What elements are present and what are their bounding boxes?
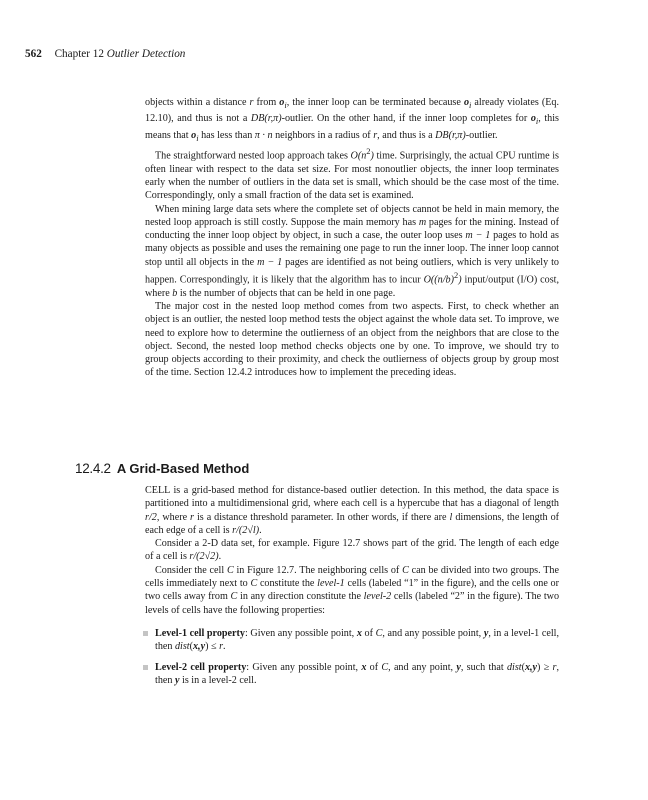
list-item: Level-2 cell property: Given any possible point, x of C, and any point, y, such that dist(x,y) ≥ r, then y is in a level-2 cell. (145, 661, 559, 688)
section-number: 12.4.2 (75, 461, 111, 476)
text-block-grid-method (145, 484, 559, 694)
paragraph-4: The major cost in the nested loop method comes from two aspects. First, to check whether an object is an outlier, the nested loop method tests the object against the whole data set. To improve, we need to explore how to determine the outlierness of an object from the neighbors that are close to the object. Second, the nested loop method checks objects one by one. To improve, we should try to group objects according to their proximity, and check the outlierness of objects group by group most of the time. Section 12.4.2 introduces how to implement the preceding ideas. (145, 301, 559, 379)
running-header (25, 48, 185, 60)
paragraph-7: Consider the cell C in Figure 12.7. The neighboring cells of C can be divided into two groups. The cells immediately next to C constitute the level-1 cells (labeled “1” in the figure), and the cells one or two cells away from C in any direction constitute the level-2 cells (labeled “2” in the figure). The two levels of cells have the following properties: (145, 564, 560, 616)
paragraph-3: When mining large data sets where the complete set of objects cannot be held in main memory, the nested loop approach is still costly. Suppose the main memory has m pages for the mining. Instead of conducting the inner loop object by object, in such a case, the outer loop uses m − 1 pages to hold as many objects as possible and uses the remaining one page to run the inner loop. The inner loop cannot stop until all objects in the m − 1 pages are identified as not being outliers, which is very unlikely to happen. Correspondingly, it is likely that the algorithm has to incur $O((n/b)^2)$ input/output (I/O) cost, where b is the number of objects that can be held in one page. (145, 203, 559, 299)
text-block-nested-loop (145, 96, 559, 380)
page-number: 562 (25, 48, 42, 60)
chapter-title: Outlier Detection (106, 48, 186, 60)
property-list (145, 627, 559, 687)
paragraph-1: objects within a distance r from $o_i$, the inner loop can be terminated because $o_i$ already violates (Eq. 12.10), and thus is not a DB(r,π)-outlier. On the other hand, if the inner loop completes for $o_i$, this means that $o_i$ has less than π · n neighbors in a radius of r, and thus is a DB(r,π)-outlier. (145, 97, 560, 143)
paragraph-5: CELL is a grid-based method for distance-based outlier detection. In this method, the data space is partitioned into a multidimensional grid, where each cell is a hypercube that has a diagonal of length r/2, where r is a distance threshold parameter. In other words, if there are l dimensions, the length of each edge of a cell is r/(2√l). (145, 485, 560, 536)
paragraph-6: Consider a 2-D data set, for example. Figure 12.7 shows part of the grid. The length of each edge of a cell is r/(2√2). (145, 538, 559, 563)
paragraph-2: The straightforward nested loop approach takes $O(n^2)$ time. Surprisingly, the actual CPU runtime is often linear with respect to the data set size. For most nonoutlier objects, the inner loop terminates early when the number of outliers in the data set is small, which should be the case most of the time. Correspondingly, only a small fraction of the data set is examined. (145, 145, 559, 202)
chapter-label: Chapter 12 (54, 48, 104, 60)
section-title: A Grid-Based Method (116, 461, 250, 476)
section-heading (75, 461, 249, 476)
list-item: Level-1 cell property: Given any possible point, x of C, and any possible point, y, in a level-1 cell, then dist(x,y) ≤ r. (145, 627, 559, 654)
